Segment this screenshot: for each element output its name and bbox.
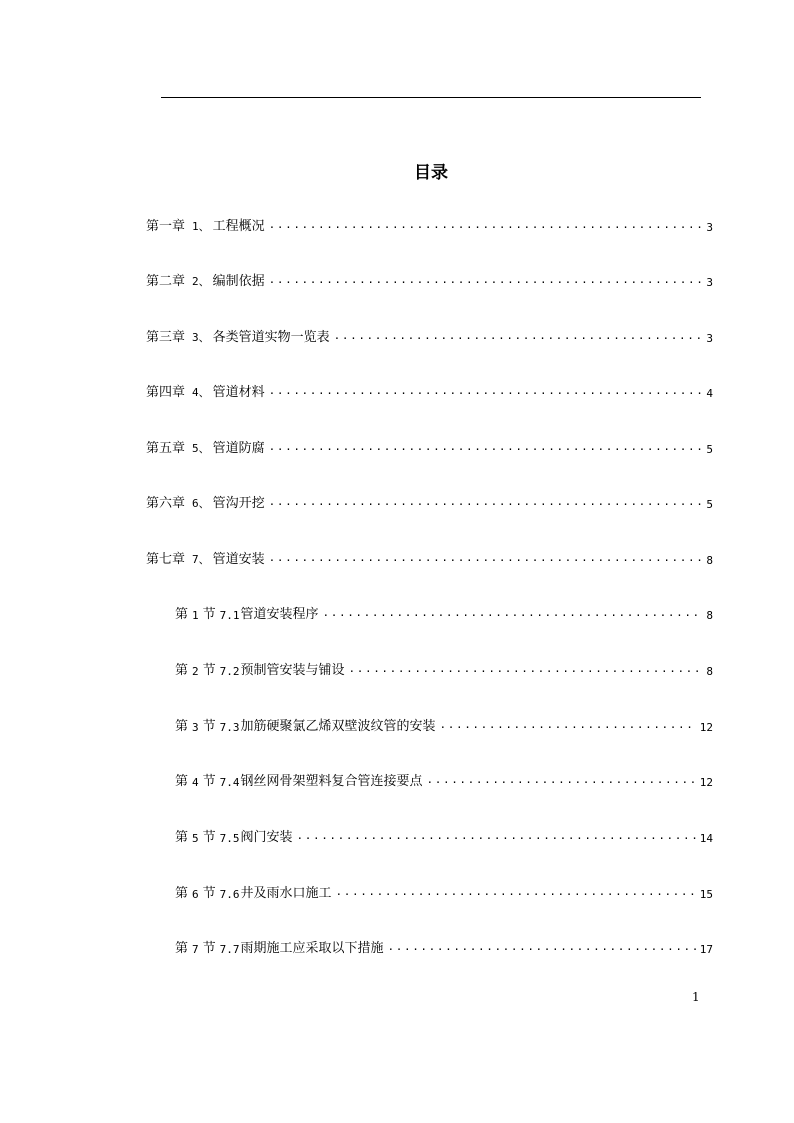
- dot-leader: [297, 830, 697, 842]
- chapter-number: 2、: [192, 275, 210, 288]
- page-ref: 3: [706, 332, 713, 345]
- section-suffix: 节: [202, 663, 216, 678]
- dot-leader: [388, 941, 697, 953]
- toc-entry-section-7-1[interactable]: [175, 602, 713, 622]
- page-ref: 14: [699, 832, 713, 845]
- chapter-label: 编制依据: [212, 274, 265, 289]
- page-ref: 8: [706, 609, 713, 622]
- section-suffix: 节: [202, 941, 216, 956]
- chapter-prefix: 第六章: [146, 496, 186, 511]
- chapter-prefix: 第一章: [146, 219, 186, 234]
- page-ref: 15: [699, 888, 713, 901]
- dot-leader: [427, 774, 697, 786]
- toc-entry-chapter-5[interactable]: [146, 436, 713, 456]
- dot-leader: [269, 441, 704, 453]
- dot-leader: [269, 219, 704, 231]
- toc-entry-chapter-2[interactable]: [146, 269, 713, 289]
- chapter-label: 各类管道实物一览表: [212, 330, 330, 345]
- dot-leader: [269, 385, 704, 397]
- section-number: 7.1: [219, 609, 240, 622]
- section-number: 7.7: [219, 943, 240, 956]
- chapter-label: 管道安装: [212, 552, 265, 567]
- page-title: 目录: [414, 163, 448, 183]
- page-ref: 5: [706, 498, 713, 511]
- dot-leader: [269, 496, 704, 508]
- page-ref: 3: [706, 276, 713, 289]
- section-index: 6: [192, 888, 199, 901]
- chapter-prefix: 第五章: [146, 441, 186, 456]
- dot-leader: [323, 607, 704, 619]
- dot-leader: [349, 663, 704, 675]
- section-index: 3: [192, 721, 199, 734]
- section-label: 井及雨水口施工: [240, 886, 332, 901]
- section-prefix: 第: [175, 886, 189, 901]
- page-ref: 4: [706, 387, 713, 400]
- toc-entry-chapter-6[interactable]: [146, 491, 713, 511]
- section-prefix: 第: [175, 941, 189, 956]
- chapter-number: 5、: [192, 442, 210, 455]
- section-prefix: 第: [175, 774, 189, 789]
- page-ref: 3: [706, 221, 713, 234]
- toc-entry-section-7-6[interactable]: [175, 881, 713, 901]
- page-ref: 5: [706, 443, 713, 456]
- chapter-prefix: 第四章: [146, 385, 186, 400]
- section-number: 7.5: [219, 832, 240, 845]
- toc-entry-section-7-5[interactable]: [175, 825, 713, 845]
- section-suffix: 节: [202, 607, 216, 622]
- section-suffix: 节: [202, 719, 216, 734]
- chapter-number: 3、: [192, 331, 210, 344]
- chapter-label: 管道防腐: [212, 441, 265, 456]
- section-index: 2: [192, 665, 199, 678]
- chapter-number: 4、: [192, 386, 210, 399]
- section-number: 7.4: [219, 776, 240, 789]
- section-suffix: 节: [202, 830, 216, 845]
- chapter-number: 6、: [192, 497, 210, 510]
- toc-entry-section-7-4[interactable]: [175, 769, 713, 789]
- section-index: 1: [192, 609, 199, 622]
- section-prefix: 第: [175, 607, 189, 622]
- toc-entry-section-7-7[interactable]: [175, 936, 713, 956]
- page-number: 1: [692, 990, 700, 1004]
- chapter-label: 管沟开挖: [212, 496, 265, 511]
- section-label: 阀门安装: [240, 830, 293, 845]
- chapter-number: 7、: [192, 553, 210, 566]
- toc-entry-chapter-7[interactable]: [146, 547, 713, 567]
- page-ref: 17: [699, 943, 713, 956]
- toc-entry-section-7-2[interactable]: [175, 658, 713, 678]
- section-label: 预制管安装与铺设: [240, 663, 345, 678]
- toc-entry-chapter-3[interactable]: [146, 325, 713, 345]
- dot-leader: [440, 719, 697, 731]
- section-prefix: 第: [175, 719, 189, 734]
- page-ref: 8: [706, 554, 713, 567]
- toc-entry-chapter-1[interactable]: [146, 214, 713, 234]
- chapter-prefix: 第三章: [146, 330, 186, 345]
- dot-leader: [269, 552, 704, 564]
- section-number: 7.2: [219, 665, 240, 678]
- toc-entry-section-7-3[interactable]: [175, 714, 713, 734]
- section-label: 钢丝网骨架塑料复合管连接要点: [240, 774, 423, 789]
- header-rule: [161, 97, 701, 98]
- section-index: 5: [192, 832, 199, 845]
- section-label: 管道安装程序: [240, 607, 319, 622]
- toc-entry-chapter-4[interactable]: [146, 380, 713, 400]
- section-label: 加筋硬聚氯乙烯双壁波纹管的安装: [240, 719, 436, 734]
- dot-leader: [269, 274, 704, 286]
- chapter-prefix: 第二章: [146, 274, 186, 289]
- dot-leader: [336, 886, 697, 898]
- chapter-prefix: 第七章: [146, 552, 186, 567]
- chapter-label: 管道材料: [212, 385, 265, 400]
- dot-leader: [334, 330, 704, 342]
- section-suffix: 节: [202, 774, 216, 789]
- section-index: 7: [192, 943, 199, 956]
- section-prefix: 第: [175, 830, 189, 845]
- section-index: 4: [192, 776, 199, 789]
- page-ref: 12: [699, 776, 713, 789]
- section-prefix: 第: [175, 663, 189, 678]
- chapter-label: 工程概况: [212, 219, 265, 234]
- section-number: 7.3: [219, 721, 240, 734]
- section-suffix: 节: [202, 886, 216, 901]
- chapter-number: 1、: [192, 220, 210, 233]
- section-number: 7.6: [219, 888, 240, 901]
- page-ref: 8: [706, 665, 713, 678]
- page-ref: 12: [699, 721, 713, 734]
- section-label: 雨期施工应采取以下措施: [240, 941, 384, 956]
